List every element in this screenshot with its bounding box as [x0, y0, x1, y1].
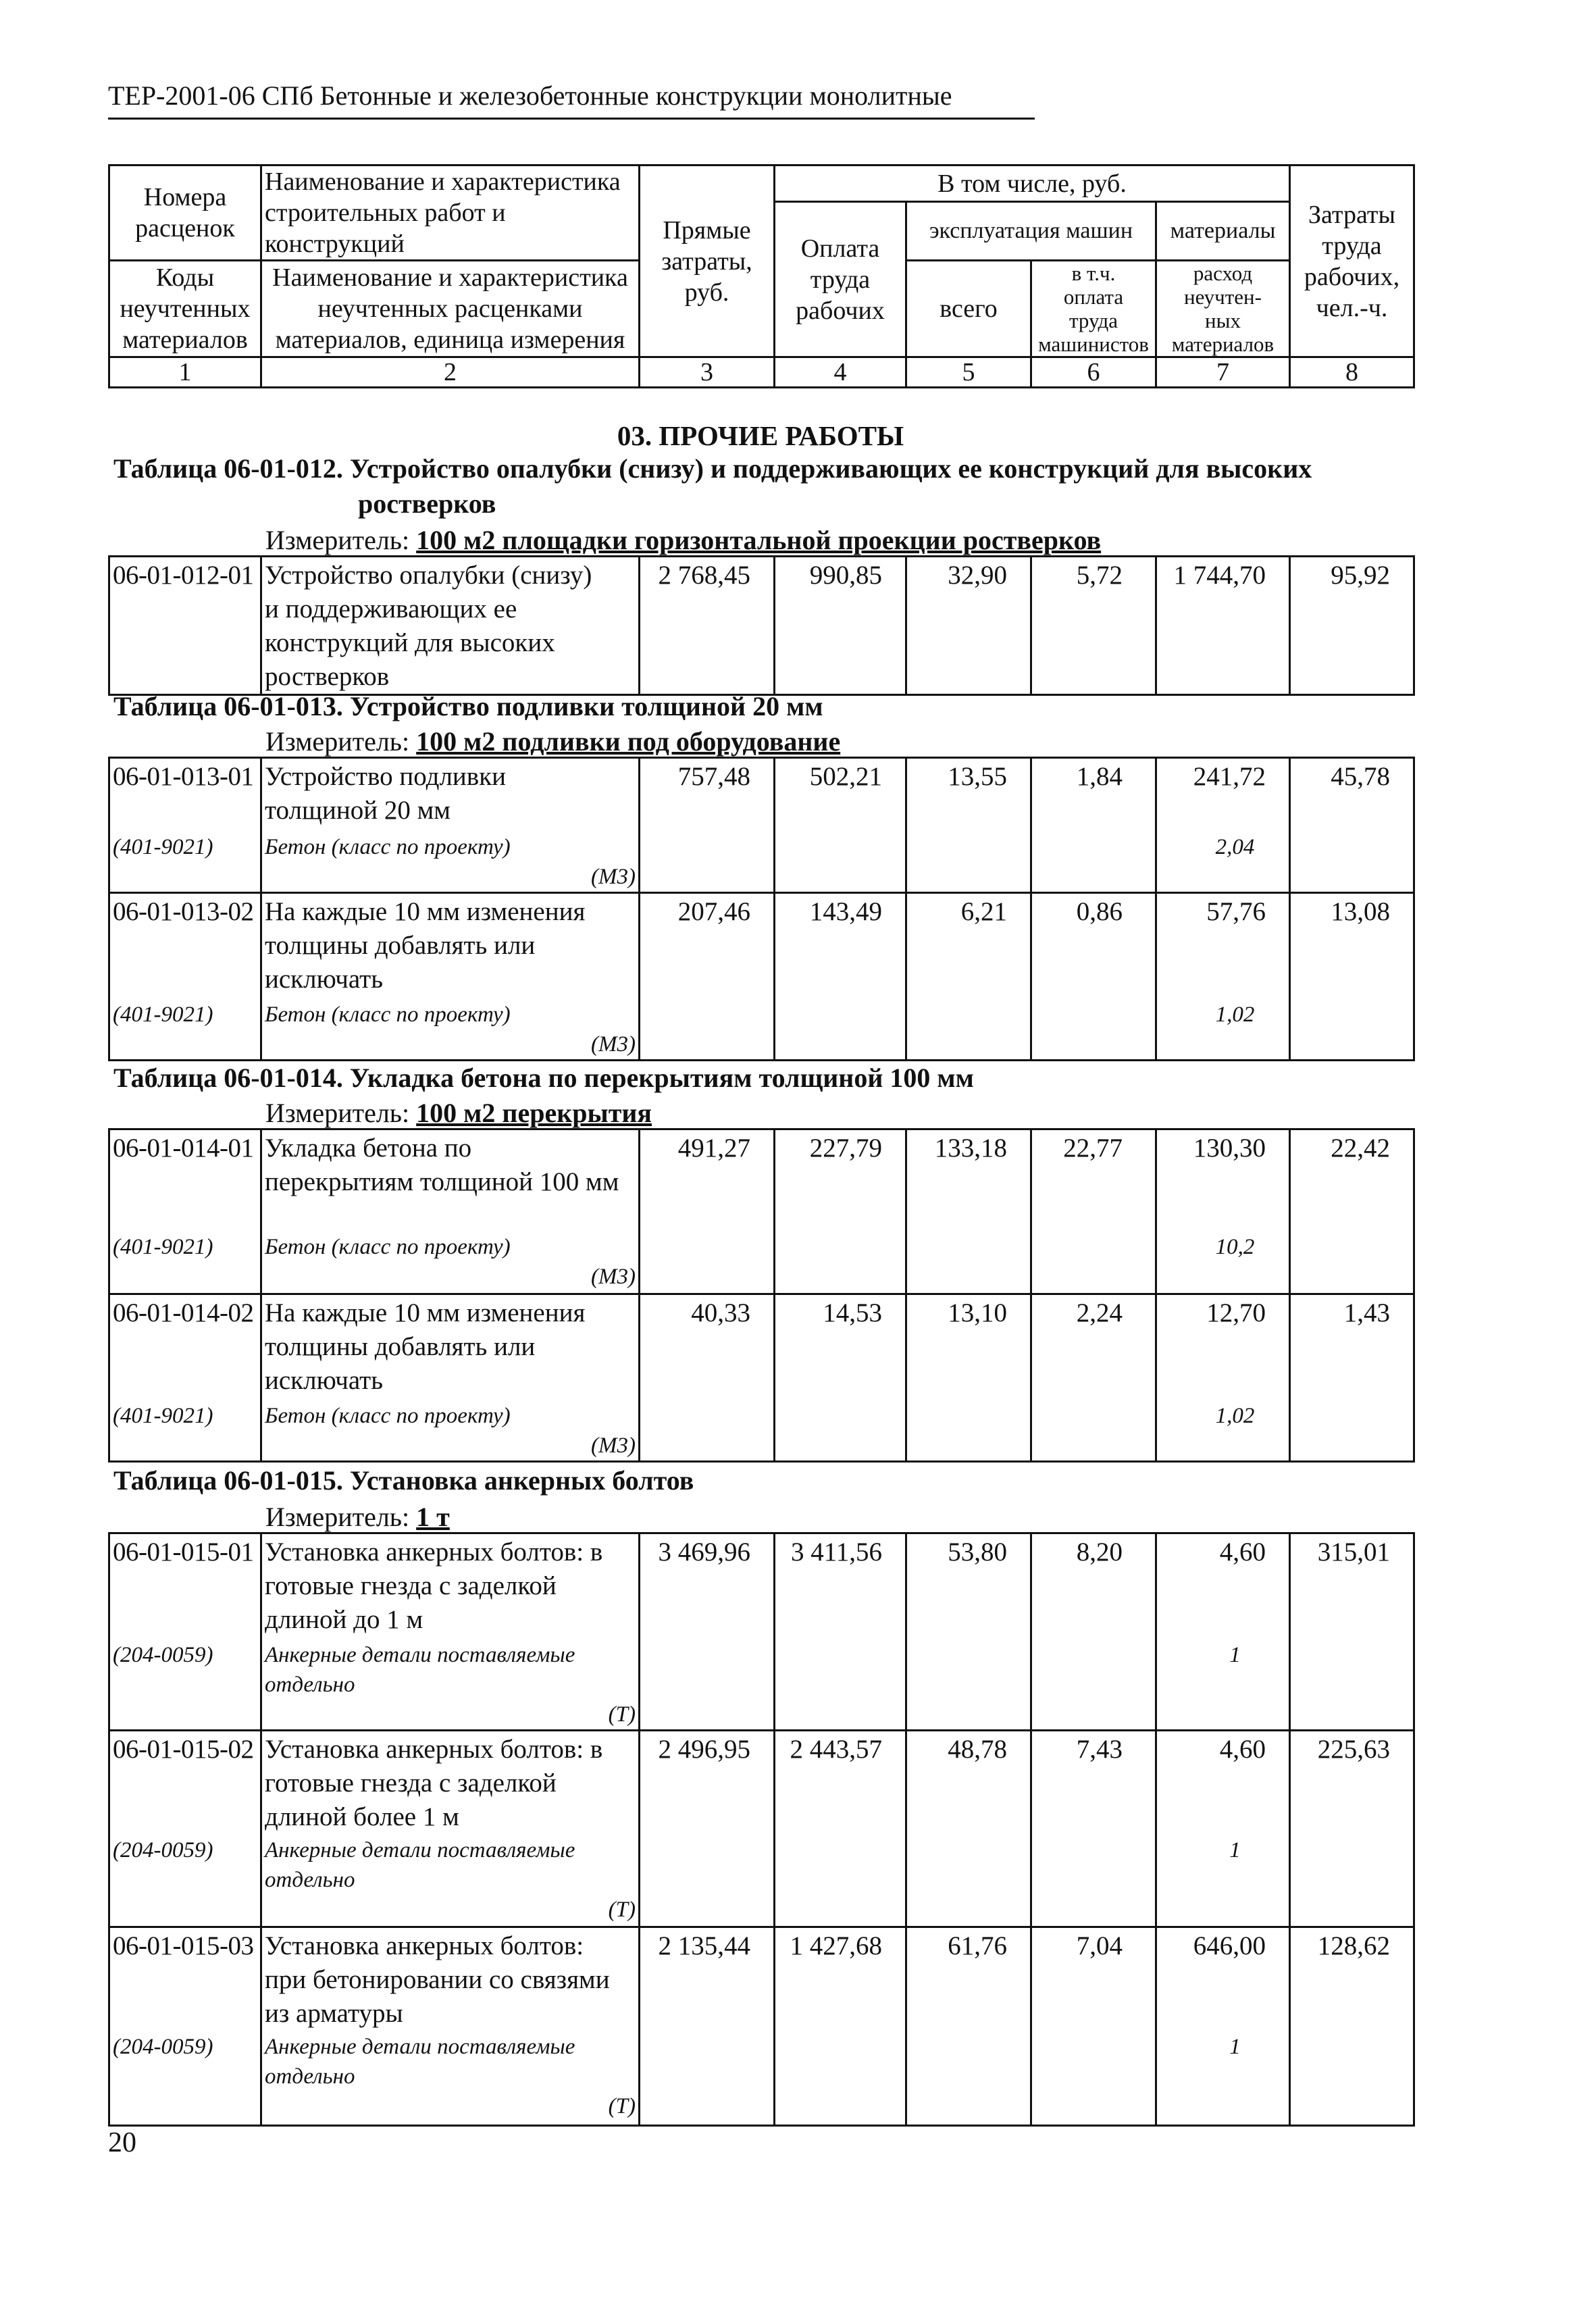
- direct-costs: 207,46: [640, 893, 775, 998]
- machines-total: 13,10: [906, 1294, 1031, 1400]
- direct-costs: 3 469,96: [640, 1533, 775, 1639]
- resource-row: [109, 831, 1414, 893]
- rates-table-012: [108, 555, 1415, 696]
- header-col6: в т.ч. оплата труда машинистов: [1031, 261, 1156, 357]
- labor-pay: 3 411,56: [775, 1533, 906, 1639]
- header-col8: Затраты труда рабочих, чел.-ч.: [1290, 166, 1414, 357]
- labor-pay: 227,79: [775, 1129, 906, 1231]
- labor-pay: 143,49: [775, 893, 906, 998]
- table-measure: Измеритель: 100 м2 подливки под оборудование: [265, 726, 841, 757]
- direct-costs: 2 496,95: [640, 1730, 775, 1834]
- materials: 4,60: [1156, 1730, 1290, 1834]
- machines-total: 48,78: [906, 1730, 1031, 1834]
- resource-name: Анкерные детали поставляемые отдельно (Т): [261, 1639, 640, 1731]
- materials: 130,30: [1156, 1129, 1290, 1231]
- resource-qty: 10,2: [1156, 1231, 1290, 1294]
- table-row: [109, 1533, 1414, 1639]
- labor-pay: 2 443,57: [775, 1730, 906, 1834]
- resource-code: (401-9021): [109, 1400, 261, 1462]
- resource-qty: 1,02: [1156, 1400, 1290, 1462]
- resource-code: (401-9021): [109, 998, 261, 1061]
- rate-name: На каждые 10 мм изменения толщины добавлять или исключать: [261, 1294, 640, 1400]
- direct-costs: 2 768,45: [640, 557, 775, 695]
- machines-total: 53,80: [906, 1533, 1031, 1639]
- resource-name: Бетон (класс по проекту) (М3): [261, 1400, 640, 1462]
- resource-row: [109, 2031, 1414, 2125]
- rate-name: Установка анкерных болтов: при бетонировании со связями из арматуры: [261, 1927, 640, 2031]
- resource-qty: 1,02: [1156, 998, 1290, 1061]
- resource-row: [109, 1231, 1414, 1294]
- resource-code: (204-0059): [109, 1834, 261, 1927]
- resource-name: Бетон (класс по проекту) (М3): [261, 1231, 640, 1294]
- table-caption: Таблица 06-01-015. Установка анкерных болтов: [113, 1465, 694, 1496]
- col-number: 2: [261, 357, 640, 388]
- header-col5: всего: [906, 261, 1031, 357]
- machinists-pay: 7,04: [1031, 1927, 1156, 2031]
- header-col1-bottom: Коды неучтенных материалов: [109, 261, 261, 357]
- materials: 646,00: [1156, 1927, 1290, 2031]
- table-row: [109, 1129, 1414, 1231]
- materials: 1 744,70: [1156, 557, 1290, 695]
- resource-row: [109, 1400, 1414, 1462]
- rate-name: Укладка бетона по перекрытиям толщиной 100 мм: [261, 1129, 640, 1231]
- rate-name: Установка анкерных болтов: в готовые гнезда с заделкой длиной до 1 м: [261, 1533, 640, 1639]
- table-row: [109, 557, 1414, 695]
- labor-hours: 13,08: [1290, 893, 1414, 998]
- resource-code: (204-0059): [109, 2031, 261, 2125]
- direct-costs: 491,27: [640, 1129, 775, 1231]
- resource-row: [109, 1639, 1414, 1731]
- table-caption: Таблица 06-01-013. Устройство подливки толщиной 20 мм: [113, 691, 823, 721]
- machines-total: 61,76: [906, 1927, 1031, 2031]
- col-number: 7: [1156, 357, 1290, 388]
- machinists-pay: 22,77: [1031, 1129, 1156, 1231]
- rates-table-013: [108, 757, 1415, 1061]
- labor-hours: 225,63: [1290, 1730, 1414, 1834]
- page-number: 20: [108, 2127, 136, 2158]
- col-number: 8: [1290, 357, 1414, 388]
- header-col2-bottom: Наименование и характеристика неучтенных расценками материалов, единица измерения: [261, 261, 640, 357]
- labor-hours: 128,62: [1290, 1927, 1414, 2031]
- resource-row: [109, 998, 1414, 1061]
- machinists-pay: 7,43: [1031, 1730, 1156, 1834]
- col-number: 4: [775, 357, 906, 388]
- machines-total: 133,18: [906, 1129, 1031, 1231]
- machines-total: 6,21: [906, 893, 1031, 998]
- labor-hours: 45,78: [1290, 758, 1414, 831]
- table-measure: Измеритель: 1 т: [265, 1502, 450, 1532]
- labor-hours: 1,43: [1290, 1294, 1414, 1400]
- rate-code: 06-01-014-01: [109, 1129, 261, 1231]
- page-header: ТЕР-2001-06 СПб Бетонные и железобетонные конструкции монолитные: [108, 80, 1035, 120]
- labor-hours: 315,01: [1290, 1533, 1414, 1639]
- labor-pay: 14,53: [775, 1294, 906, 1400]
- resource-code: (401-9021): [109, 831, 261, 893]
- machinists-pay: 5,72: [1031, 557, 1156, 695]
- labor-pay: 1 427,68: [775, 1927, 906, 2031]
- col-number: 1: [109, 357, 261, 388]
- resource-row: [109, 1834, 1414, 1927]
- table-row: [109, 758, 1414, 831]
- header-col3: Прямые затраты, руб.: [640, 166, 775, 357]
- resource-qty: 1: [1156, 1834, 1290, 1927]
- rate-code: 06-01-013-01: [109, 758, 261, 831]
- direct-costs: 757,48: [640, 758, 775, 831]
- labor-hours: 95,92: [1290, 557, 1414, 695]
- materials: 57,76: [1156, 893, 1290, 998]
- header-col4: Оплата труда рабочих: [775, 202, 906, 357]
- machinists-pay: 8,20: [1031, 1533, 1156, 1639]
- header-machines: эксплуатация машин: [906, 202, 1156, 261]
- rate-code: 06-01-015-01: [109, 1533, 261, 1639]
- table-row: [109, 1927, 1414, 2031]
- rate-name: На каждые 10 мм изменения толщины добавлять или исключать: [261, 893, 640, 998]
- rate-name: Устройство подливки толщиной 20 мм: [261, 758, 640, 831]
- resource-qty: 2,04: [1156, 831, 1290, 893]
- labor-pay: 990,85: [775, 557, 906, 695]
- rate-code: 06-01-015-03: [109, 1927, 261, 2031]
- materials: 241,72: [1156, 758, 1290, 831]
- resource-qty: 1: [1156, 1639, 1290, 1731]
- machinists-pay: 0,86: [1031, 893, 1156, 998]
- table-row: [109, 1294, 1414, 1400]
- rate-code: 06-01-015-02: [109, 1730, 261, 1834]
- machinists-pay: 2,24: [1031, 1294, 1156, 1400]
- direct-costs: 40,33: [640, 1294, 775, 1400]
- table-measure: Измеритель: 100 м2 перекрытия: [265, 1098, 652, 1128]
- section-title: 03. ПРОЧИЕ РАБОТЫ: [617, 420, 904, 451]
- machines-total: 32,90: [906, 557, 1031, 695]
- header-included: В том числе, руб.: [775, 166, 1290, 202]
- header-materials: материалы: [1156, 202, 1290, 261]
- machinists-pay: 1,84: [1031, 758, 1156, 831]
- rate-name: Устройство опалубки (снизу) и поддерживающих ее конструкций для высоких ростверков: [261, 557, 640, 695]
- table-caption: Таблица 06-01-012. Устройство опалубки (снизу) и поддерживающих ее конструкций для высоких: [113, 453, 1312, 484]
- resource-code: (204-0059): [109, 1639, 261, 1731]
- direct-costs: 2 135,44: [640, 1927, 775, 2031]
- column-header-table: [108, 164, 1415, 388]
- rate-code: 06-01-013-02: [109, 893, 261, 998]
- col-number: 6: [1031, 357, 1156, 388]
- header-col1-top: Номера расценок: [109, 166, 261, 261]
- resource-qty: 1: [1156, 2031, 1290, 2125]
- col-number: 5: [906, 357, 1031, 388]
- header-col7: расход неучтен- ных материалов: [1156, 261, 1290, 357]
- col-number: 3: [640, 357, 775, 388]
- table-caption: Таблица 06-01-014. Укладка бетона по перекрытиям толщиной 100 мм: [113, 1063, 974, 1093]
- labor-hours: 22,42: [1290, 1129, 1414, 1231]
- resource-name: Анкерные детали поставляемые отдельно (Т): [261, 2031, 640, 2125]
- rate-code: 06-01-014-02: [109, 1294, 261, 1400]
- rate-code: 06-01-012-01: [109, 557, 261, 695]
- header-col2-top: Наименование и характеристика строительных работ и конструкций: [261, 166, 640, 261]
- table-row: [109, 1730, 1414, 1834]
- resource-name: Анкерные детали поставляемые отдельно (Т): [261, 1834, 640, 1927]
- machines-total: 13,55: [906, 758, 1031, 831]
- resource-name: Бетон (класс по проекту) (М3): [261, 831, 640, 893]
- rate-name: Установка анкерных болтов: в готовые гнезда с заделкой длиной более 1 м: [261, 1730, 640, 1834]
- table-caption-cont: ростверков: [358, 488, 496, 519]
- resource-name: Бетон (класс по проекту) (М3): [261, 998, 640, 1061]
- materials: 4,60: [1156, 1533, 1290, 1639]
- rates-table-014: [108, 1128, 1415, 1463]
- table-row: [109, 893, 1414, 998]
- materials: 12,70: [1156, 1294, 1290, 1400]
- labor-pay: 502,21: [775, 758, 906, 831]
- resource-code: (401-9021): [109, 1231, 261, 1294]
- rates-table-015: [108, 1532, 1415, 2127]
- table-measure: Измеритель: 100 м2 площадки горизонтальной проекции ростверков: [265, 525, 1102, 555]
